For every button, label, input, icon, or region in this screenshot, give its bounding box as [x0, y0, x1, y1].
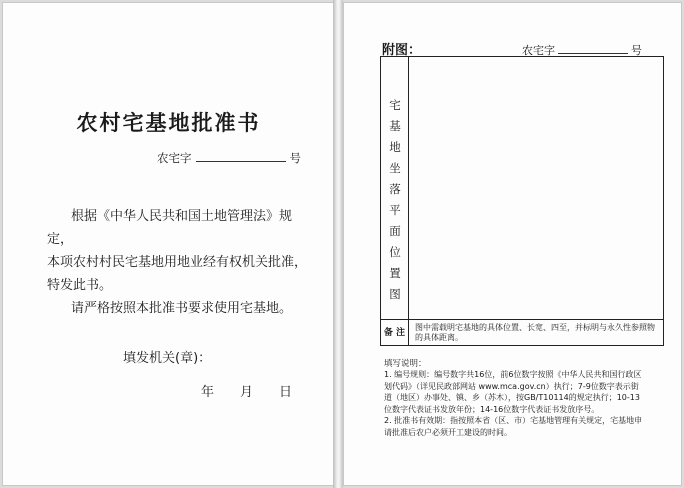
- permit-number: [157, 150, 301, 166]
- instruction-item: 1. 编号规则：编号数字共16位，前6位数字按照《中华人民共和国行政区划代码》（详见民政部网站 www.mca.gov.cn）执行；7-9位数字表示街道（地区）办事处、镇、乡（苏木），按GB/T10114的规定执行；10-13位数字代表证书发放年份；14-16位数字代表证书发放序号。: [384, 370, 642, 414]
- book-gutter: [333, 0, 343, 488]
- date-year: 年: [201, 385, 215, 400]
- remarks-label: 备 注: [381, 320, 409, 346]
- remarks-text: 图中需载明宅基地的具体位置、长宽、四至，并标明与永久性参照物的具体距离。: [415, 323, 655, 342]
- issue-date: [201, 381, 318, 400]
- remarks-row: [381, 319, 663, 346]
- permit-prefix: 农宅字: [522, 44, 555, 57]
- right-page: [343, 2, 682, 486]
- site-plan-label: 宅基地坐落平面位置图: [389, 98, 401, 301]
- permit-number-blank: [196, 151, 286, 162]
- permit-prefix: 农宅字: [157, 151, 192, 165]
- site-plan-label-cell: [381, 57, 409, 319]
- statement-line: 根据《中华人民共和国土地管理法》规定，: [47, 209, 293, 247]
- attachment-label: 附图：: [382, 43, 422, 58]
- instructions: [384, 369, 646, 438]
- site-plan-frame: [380, 56, 664, 346]
- statement-line: 特发此书。: [47, 278, 113, 293]
- statement-line: 本项农村村民宅基地用地业经有权机关批准，: [47, 255, 308, 270]
- instructions-title: 填写说明：: [384, 359, 427, 369]
- issuing-authority-label: 填发机关(章)：: [123, 351, 212, 366]
- permit-suffix: 号: [289, 151, 301, 165]
- date-day: 日: [279, 385, 293, 400]
- instruction-item: 2. 批准书有效期：指按照本省（区、市）宅基地管理有关规定，宅基地申请批准后农户必须开工建设的时间。: [384, 416, 643, 437]
- approval-statement: [47, 205, 312, 320]
- document-title: 农村宅基地批准书: [76, 111, 261, 135]
- left-page: [2, 2, 335, 486]
- permit-number-blank: [558, 44, 628, 54]
- statement-line: 请严格按照本批准书要求使用宅基地。: [71, 301, 293, 316]
- date-month: 月: [240, 385, 254, 400]
- permit-suffix: 号: [631, 44, 642, 57]
